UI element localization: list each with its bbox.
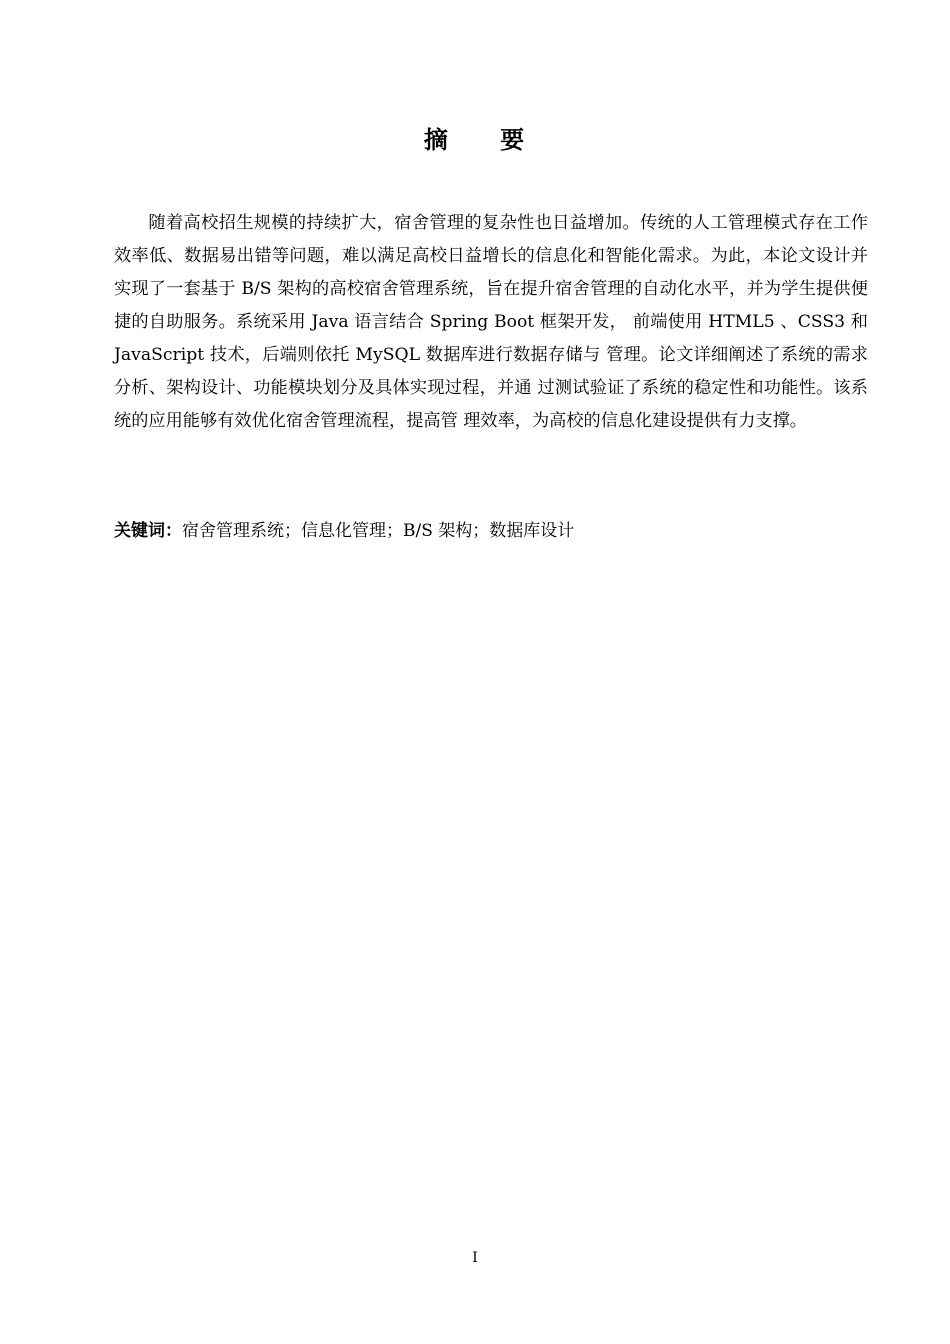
abstract-paragraph: 随着高校招生规模的持续扩大，宿舍管理的复杂性也日益增加。传统的人工管理模式存在工作效率低、数据易出错等问题，难以满足高校日益增长的信息化和智能化需求。为此，本论文设计并实现了一套基于 B/S 架构的高校宿舍管理系统，旨在提升宿舍管理的自动化水平，并为学生提供便捷的自助服务。系统采用 Java 语言结合 Spring Boot 框架开发， 前端使用 HTML5 、CSS3 和 JavaScript 技术，后端则依托 MySQL 数据库进行数据存储与 管理。论文详细阐述了系统的需求分析、架构设计、功能模块划分及具体实现过程，并通 过测试验证了系统的稳定性和功能性。该系统的应用能够有效优化宿舍管理流程，提高管 理效率，为高校的信息化建设提供有力支撑。 bbox=[114, 213, 868, 431]
page-title: 摘 要 bbox=[423, 126, 547, 154]
keywords-label: 关键词： bbox=[114, 521, 182, 541]
keywords-text: 宿舍管理系统；信息化管理；B/S 架构；数据库设计 bbox=[182, 521, 575, 541]
keywords-line bbox=[114, 516, 868, 546]
page-number: I bbox=[472, 1250, 478, 1266]
